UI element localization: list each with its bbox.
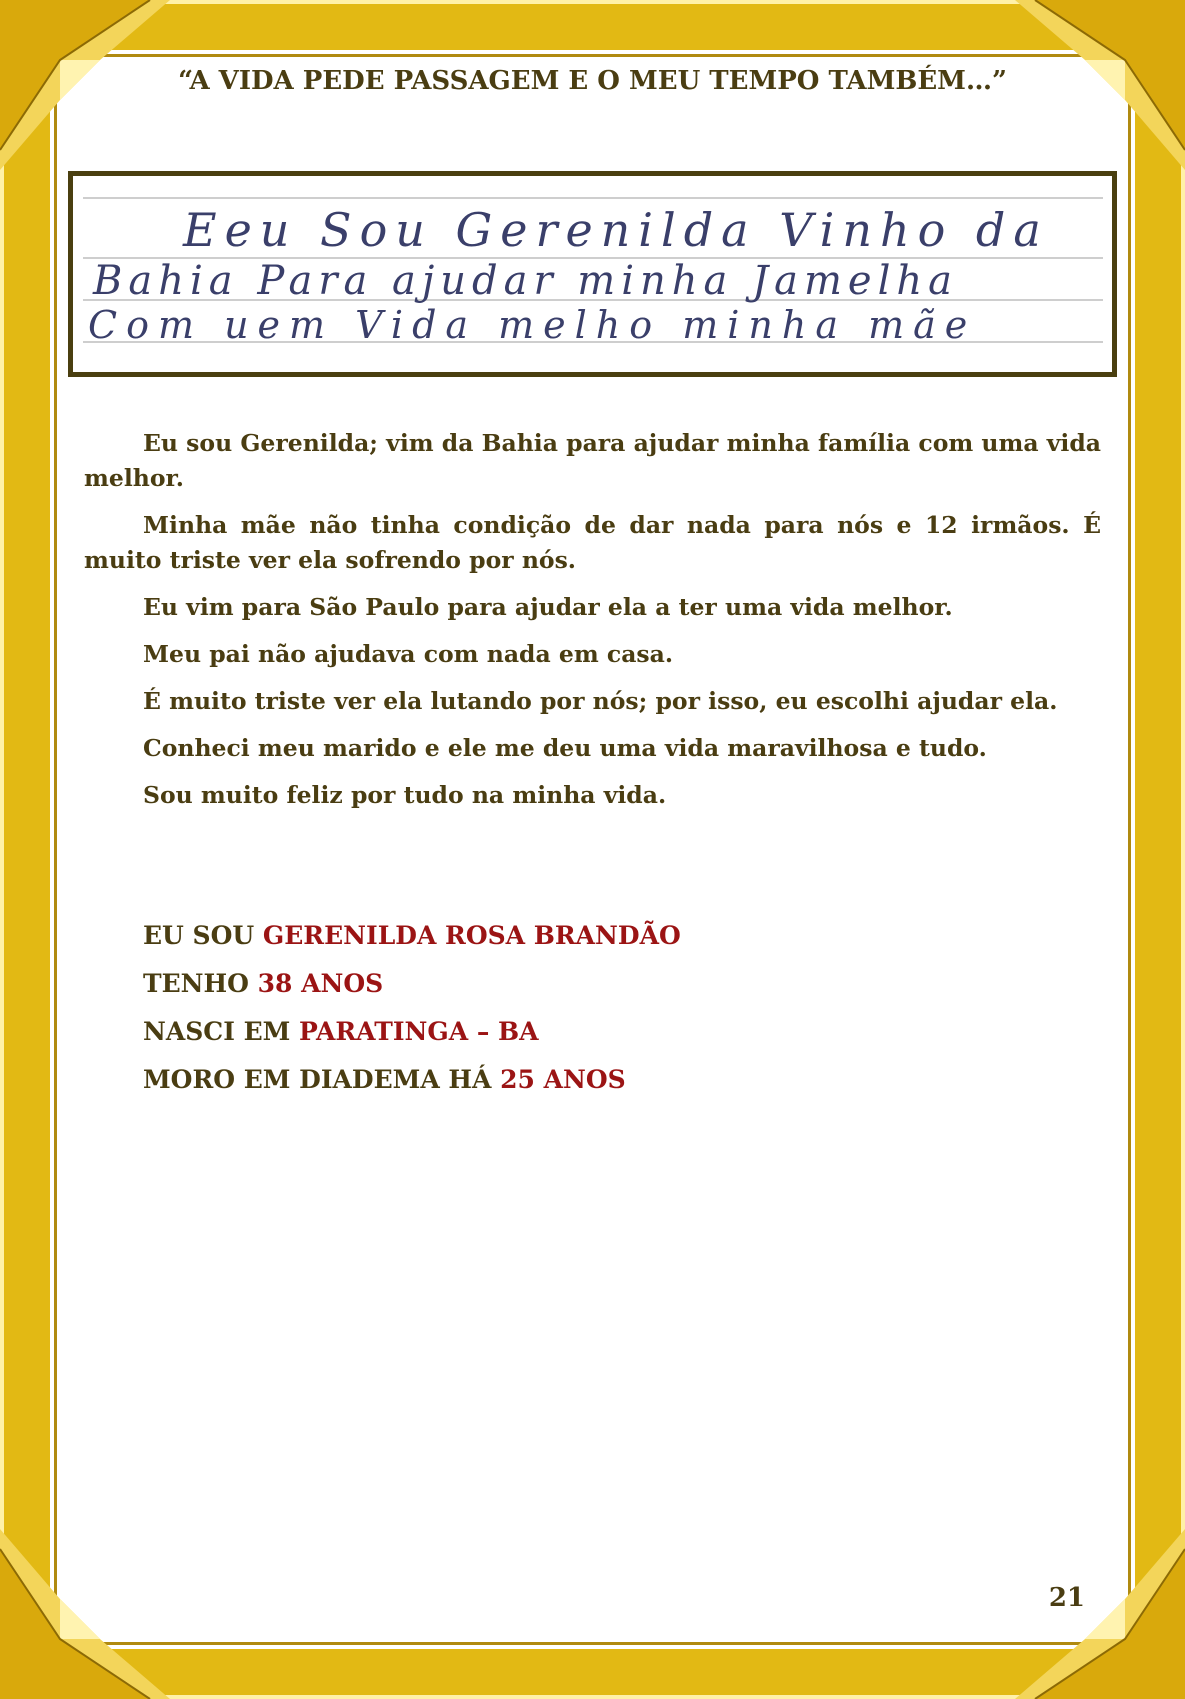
fact-age <box>143 960 681 1008</box>
fact-birthplace <box>143 1008 681 1056</box>
fact-residence <box>143 1056 681 1104</box>
fact-label: TENHO <box>143 969 258 998</box>
handwriting-line-2: Bahia Para ajudar minha Jamelha <box>93 258 959 304</box>
page-title: “A VIDA PEDE PASSAGEM E O MEU TEMPO TAMBÉM…” <box>178 66 1007 96</box>
fact-value: 38 ANOS <box>257 969 384 998</box>
corner-ornament-bottom-left <box>0 1529 170 1699</box>
corner-ornament-bottom-right <box>1015 1529 1185 1699</box>
paragraph: É muito triste ver ela lutando por nós; por isso, eu escolhi ajudar ela. <box>143 687 1058 715</box>
fact-value: GERENILDA ROSA BRANDÃO <box>262 921 681 950</box>
fact-name <box>143 912 681 960</box>
paragraph: Eu sou Gerenilda; vim da Bahia para ajudar minha família com uma vida melhor. <box>84 429 1102 492</box>
fact-label: NASCI EM <box>143 1017 300 1046</box>
fact-value: 25 ANOS <box>500 1065 626 1094</box>
fact-value: PARATINGA – BA <box>299 1017 539 1046</box>
handwriting-line-1: Eeu Sou Gerenilda Vinho da <box>183 203 1049 257</box>
page-number: 21 <box>1048 1583 1085 1613</box>
paragraph: Meu pai não ajudava com nada em casa. <box>143 640 674 668</box>
handwriting-line-3: Com uem Vida melho minha mãe <box>88 303 977 347</box>
fact-label: EU SOU <box>143 921 263 950</box>
handwriting-image <box>68 171 1117 377</box>
personal-facts <box>143 912 681 1104</box>
paragraph: Eu vim para São Paulo para ajudar ela a ter uma vida melhor. <box>143 593 953 621</box>
fact-label: MORO EM DIADEMA HÁ <box>143 1065 501 1094</box>
story-text <box>84 426 1101 813</box>
paragraph: Conheci meu marido e ele me deu uma vida maravilhosa e tudo. <box>143 734 987 762</box>
paragraph: Minha mãe não tinha condição de dar nada para nós e 12 irmãos. É muito triste ver ela sofrendo por nós. <box>84 511 1101 574</box>
paragraph: Sou muito feliz por tudo na minha vida. <box>143 781 667 809</box>
